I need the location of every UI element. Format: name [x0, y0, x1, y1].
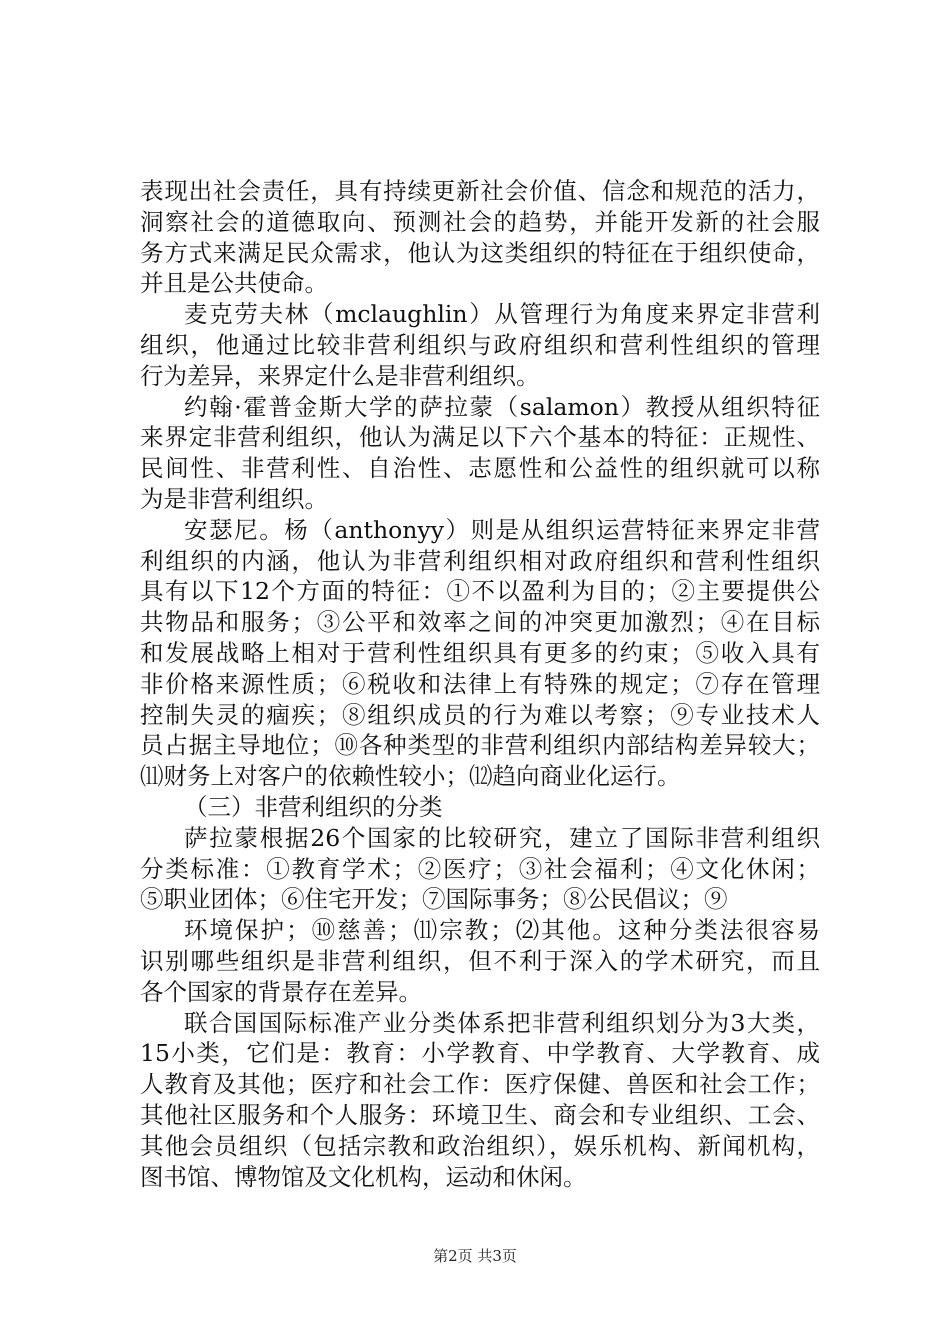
text-line: 安瑟尼。杨（anthonyy）则是从组织运营特征来界定非营 — [184, 515, 820, 544]
text-line: 识别哪些组织是非营利组织，但不利于深入的学术研究，而且 — [140, 946, 820, 975]
text-line: ⑤职业团体；⑥住宅开发；⑦国际事务；⑧公民倡议；⑨ — [140, 885, 728, 914]
text-line: 组织，他通过比较非营利组织与政府组织和营利性组织的管理 — [140, 330, 820, 359]
text-line: 其他社区服务和个人服务：环境卫生、商会和专业组织、工会、 — [140, 1100, 820, 1129]
text-line: 行为差异，来界定什么是非营利组织。 — [140, 361, 540, 390]
text-line: 约翰·霍普金斯大学的萨拉蒙（salamon）教授从组织特征 — [184, 392, 820, 421]
body-text — [140, 176, 820, 1192]
text-line: ⑾财务上对客户的依赖性较小；⑿趋向商业化运行。 — [140, 762, 681, 791]
text-line: 民间性、非营利性、自治性、志愿性和公益性的组织就可以称 — [140, 454, 820, 483]
text-line: 萨拉蒙根据26个国家的比较研究，建立了国际非营利组织 — [184, 823, 820, 852]
page-number: 第2页 共3页 — [433, 1247, 517, 1265]
text-line: 联合国国际标准产业分类体系把非营利组织划分为3大类， — [184, 1008, 820, 1037]
text-line: 务方式来满足民众需求，他认为这类组织的特征在于组织使命， — [140, 238, 820, 267]
text-line: 员占据主导地位；⑩各种类型的非营利组织内部结构差异较大； — [140, 731, 820, 760]
text-line: 图书馆、博物馆及文化机构，运动和休闲。 — [140, 1162, 587, 1191]
text-line: 具有以下12个方面的特征：①不以盈利为目的；②主要提供公 — [140, 577, 820, 606]
text-line: 麦克劳夫林（mclaughlin）从管理行为角度来界定非营利 — [184, 300, 820, 329]
text-line: 表现出社会责任，具有持续更新社会价值、信念和规范的活力， — [140, 177, 820, 205]
text-line: 洞察社会的道德取向、预测社会的趋势，并能开发新的社会服 — [140, 207, 820, 236]
text-line: 并且是公共使命。 — [140, 269, 328, 298]
text-line: 为是非营利组织。 — [140, 484, 328, 513]
text-line: 和发展战略上相对于营利性组织具有更多的约束；⑤收入具有 — [140, 638, 820, 667]
text-line: 各个国家的背景存在差异。 — [140, 977, 422, 1006]
text-line: 人教育及其他；医疗和社会工作：医疗保健、兽医和社会工作； — [140, 1070, 820, 1099]
text-line: 分类标准：①教育学术；②医疗；③社会福利；④文化休闲； — [140, 854, 820, 883]
text-line: 共物品和服务；③公平和效率之间的冲突更加激烈；④在目标 — [140, 608, 820, 637]
text-line: 来界定非营利组织，他认为满足以下六个基本的特征：正规性、 — [140, 423, 820, 452]
text-line: 环境保护；⑩慈善；⑾宗教；⑵其他。这种分类法很容易 — [184, 916, 820, 945]
text-line: 15小类，它们是：教育：小学教育、中学教育、大学教育、成 — [140, 1039, 820, 1068]
text-line: 非价格来源性质；⑥税收和法律上有特殊的规定；⑦存在管理 — [140, 669, 820, 698]
text-line: 控制失灵的痼疾；⑧组织成员的行为难以考察；⑨专业技术人 — [140, 700, 820, 729]
text-line: 其他会员组织（包括宗教和政治组织），娱乐机构、新闻机构， — [140, 1131, 820, 1160]
text-line: 利组织的内涵，他认为非营利组织相对政府组织和营利性组织 — [140, 546, 820, 575]
section-heading: （三）非营利组织的分类 — [184, 792, 443, 821]
